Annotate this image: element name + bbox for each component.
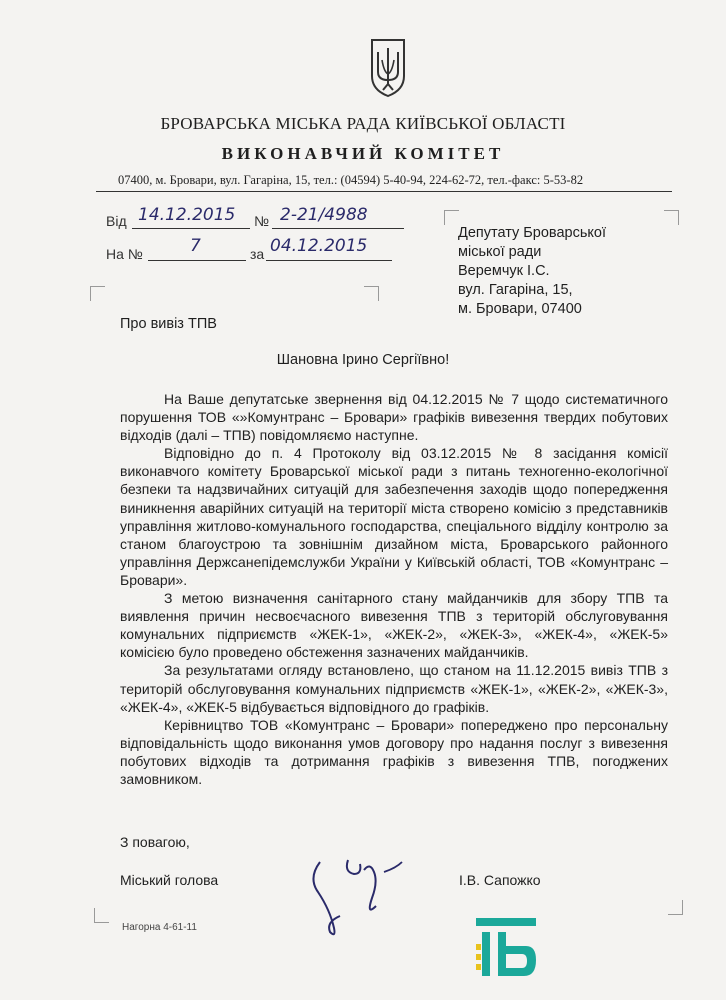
body-paragraph: З метою визначення санітарного стану майданчиків для збору ТПВ та виявлення причин несвоєчасного вивезення ТПВ з територій обслуговування комунальних підприємств «ЖЕК-1», «ЖЕК-2», «ЖЕК-3», «ЖЕК-4», «ЖЕК-5» комісією було проведено обстеження зазначених майданчиків. — [120, 590, 668, 661]
letter-body — [120, 390, 668, 788]
body-paragraph: Відповідно до п. 4 Протоколу від 03.12.2015 № 8 засідання комісії виконавчого комітету Броварської міської ради з питань техногенно-екологічної безпеки та надзвичайних ситуацій для забезпечення заходів щодо попередження виникнення аварійних ситуацій на території міста створено комісію з представників управління житлово-комунального господарства, спеціального відділу контролю за станом благоустрою та зовнішнім дизайном міста, Броварського районного управління Держсанепідемслужби України у Київській області, ТОВ «Комунтранс – Бровари». — [120, 445, 668, 588]
tb-channel-logo-icon — [476, 918, 536, 976]
number-label: № — [254, 213, 270, 229]
body-paragraph: За результатами огляду встановлено, що станом на 11.12.2015 вивіз ТПВ з територій обслуговування комунальних підприємств «ЖЕК-1», «ЖЕК-2», «ЖЕК-3», «ЖЕК-4», «ЖЕК-5 відбувається відповідного до графіків. — [120, 662, 668, 715]
addressee-line: міської ради — [458, 244, 542, 260]
letterhead-divider — [96, 191, 672, 192]
date-label: за — [250, 246, 265, 262]
from-label: Від — [106, 213, 127, 229]
body-paragraph: Керівництво ТОВ «Комунтранс – Бровари» попереджено про персональну відповідальність щодо виконання умов договору про надання послуг з вивезення побутових відходів та дотримання графіків з вивезення ТПВ, погоджених замовником. — [120, 716, 668, 787]
incoming-date: 04.12.2015 — [270, 236, 368, 256]
signer-name: І.В. Сапожко — [459, 872, 541, 888]
handwritten-signature-icon — [300, 832, 410, 942]
corner-mark — [444, 210, 459, 225]
addressee-line: м. Бровари, 07400 — [458, 301, 582, 317]
addressee-block — [458, 224, 606, 319]
council-name: БРОВАРСЬКА МІСЬКА РАДА КИЇВСЬКОЇ ОБЛАСТІ — [160, 114, 566, 133]
corner-mark — [364, 286, 379, 301]
signer-position: Міський голова — [120, 872, 219, 888]
salutation: Шановна Ірино Сергіївно! — [276, 352, 450, 368]
corner-mark — [94, 908, 109, 923]
letterhead-address: 07400, м. Бровари, вул. Гагаріна, 15, тел.: (04594) 5-40-94, 224-62-72, тел.-факс: 5-53-82 — [118, 173, 584, 187]
to-label: На № — [106, 246, 143, 262]
addressee-line: Депутату Броварської — [458, 225, 607, 241]
outgoing-number: 2-21/4988 — [280, 205, 368, 225]
from-date: 14.12.2015 — [138, 205, 236, 225]
contact-person: Нагорна 4-61-11 — [122, 922, 197, 933]
addressee-line: вул. Гагаріна, 15, — [458, 282, 573, 298]
trident-coat-of-arms-icon — [368, 38, 408, 98]
incoming-number: 7 — [190, 236, 201, 256]
corner-mark — [90, 286, 105, 301]
corner-mark — [664, 210, 679, 225]
letter-subject: Про вивіз ТПВ — [120, 316, 217, 332]
committee-name: ВИКОНАВЧИЙ КОМІТЕТ — [221, 144, 505, 163]
body-paragraph: На Ваше депутатське звернення від 04.12.2015 № 7 щодо систематичного порушення ТОВ «»Комунтранс – Бровари» графіків вивезення твердих побутових відходів (далі – ТПВ) повідомляємо наступне. — [120, 391, 668, 444]
addressee-line: Веремчук І.С. — [458, 263, 550, 279]
closing-regards: З повагою, — [120, 834, 190, 850]
corner-mark — [668, 900, 683, 915]
